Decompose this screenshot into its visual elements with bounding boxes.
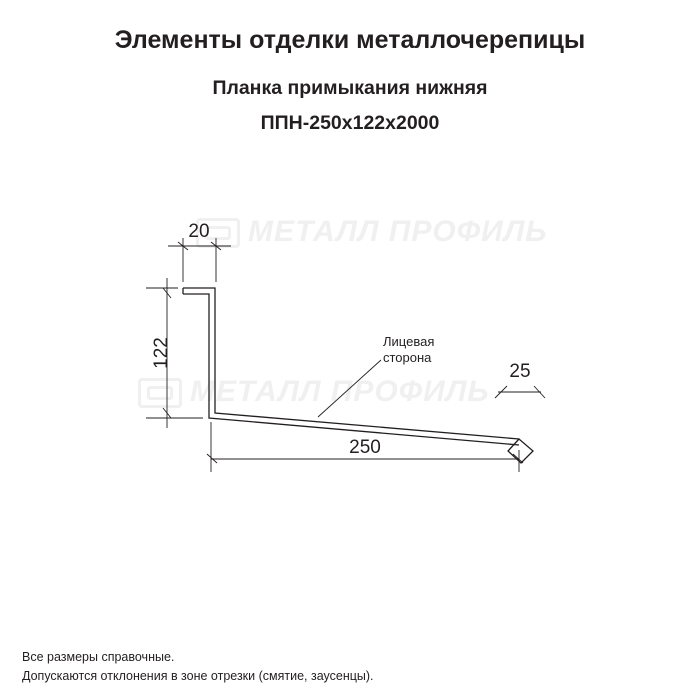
header-block — [0, 0, 700, 135]
product-code: ППН-250х122х2000 — [260, 112, 440, 134]
dimension-label-height: 122 — [151, 337, 172, 369]
watermark-text: МЕТАЛЛ ПРОФИЛЬ — [248, 215, 548, 248]
dimension-top-width — [168, 238, 231, 282]
footnote-line-1: Все размеры справочные. — [22, 650, 175, 664]
annotation-face-side-line2: сторона — [383, 350, 432, 365]
footnote-line-2: Допускаются отклонения в зоне отрезки (смятие, заусенцы). — [22, 669, 374, 683]
watermark-text: МЕТАЛЛ ПРОФИЛЬ — [190, 375, 490, 408]
annotation-face-side-line1: Лицевая — [383, 334, 435, 349]
footnotes — [22, 648, 374, 686]
product-name: Планка примыкания нижняя — [212, 77, 488, 99]
dimension-lip — [495, 386, 545, 398]
dimension-label-lip: 25 — [509, 361, 531, 382]
page-title: Элементы отделки металлочерепицы — [114, 26, 586, 54]
leader-line-face-side — [318, 360, 381, 417]
technical-drawing — [0, 160, 700, 560]
dimension-label-bottom-width: 250 — [349, 437, 381, 458]
drawing-svg — [0, 160, 700, 560]
dimension-label-top-width: 20 — [188, 221, 210, 242]
